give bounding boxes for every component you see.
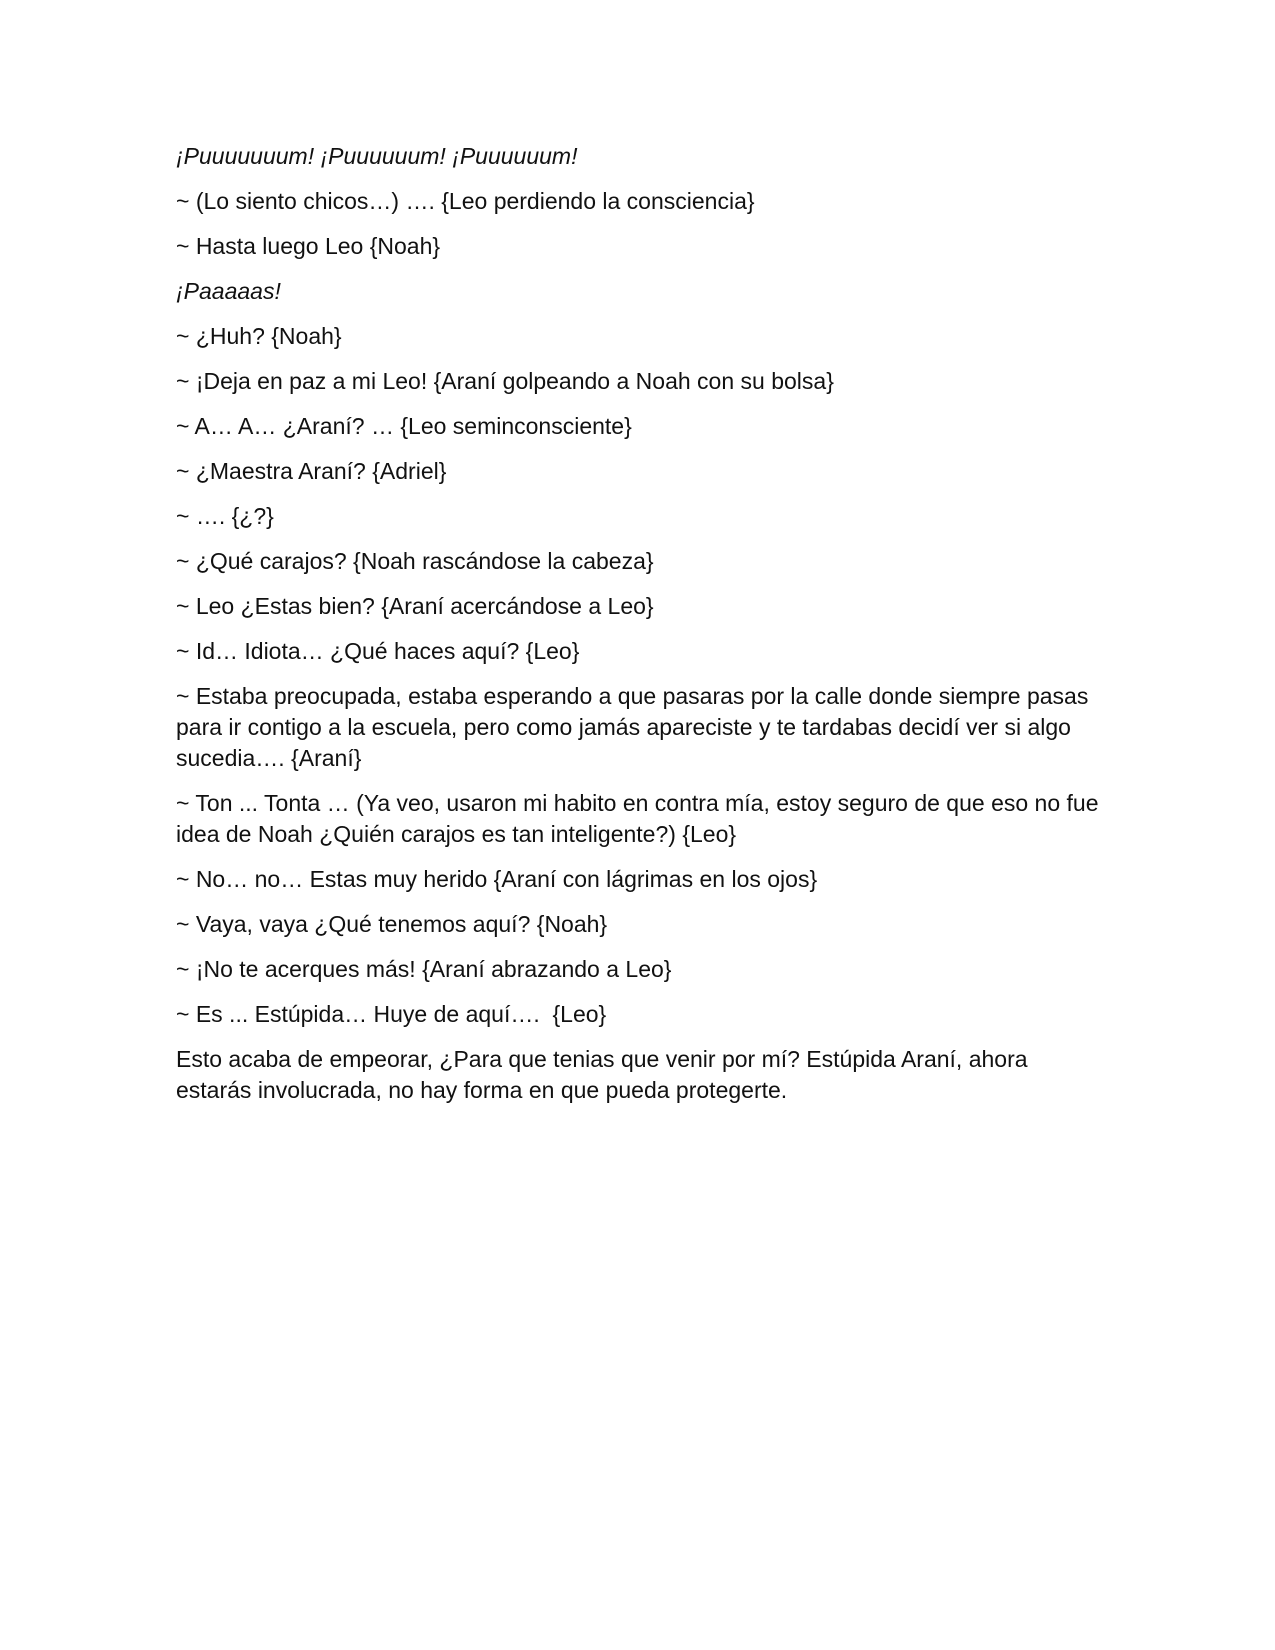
dialogue-line: ~ ¿Qué carajos? {Noah rascándose la cabeza} — [176, 548, 654, 574]
dialogue-line: ~ Estaba preocupada, estaba esperando a que pasaras por la calle donde siempre pasas para ir contigo a la escuela, pero como jamás apareciste y te tardabas decidí ver si algo sucedia…. {Araní} — [176, 683, 1095, 771]
dialogue-line: ~ ¡No te acerques más! {Araní abrazando a Leo} — [176, 956, 672, 982]
dialogue-line: ~ …. {¿?} — [176, 503, 274, 529]
sound-effect-line: ¡Puuuuuuum! ¡Puuuuuum! ¡Puuuuuum! — [176, 143, 578, 169]
narration-paragraph: Esto acaba de empeorar, ¿Para que tenias que venir por mí? Estúpida Araní, ahora estarás involucrada, no hay forma en que pueda protegerte. — [176, 1046, 1034, 1103]
dialogue-line: ~ Id… Idiota… ¿Qué haces aquí? {Leo} — [176, 638, 580, 664]
dialogue-line: ~ ¿Huh? {Noah} — [176, 323, 342, 349]
dialogue-line: ~ ¡Deja en paz a mi Leo! {Araní golpeando a Noah con su bolsa} — [176, 368, 834, 394]
dialogue-line: ~ (Lo siento chicos…) …. {Leo perdiendo la consciencia} — [176, 188, 755, 214]
dialogue-line: ~ Ton ... Tonta … (Ya veo, usaron mi habito en contra mía, estoy seguro de que eso no fue idea de Noah ¿Quién carajos es tan inteligente?) {Leo} — [176, 790, 1105, 847]
dialogue-line: ~ Leo ¿Estas bien? {Araní acercándose a Leo} — [176, 593, 654, 619]
dialogue-line: ~ No… no… Estas muy herido {Araní con lágrimas en los ojos} — [176, 866, 818, 892]
dialogue-line: ~ A… A… ¿Araní? … {Leo seminconsciente} — [176, 413, 632, 439]
dialogue-line: ~ Vaya, vaya ¿Qué tenemos aquí? {Noah} — [176, 911, 608, 937]
dialogue-line: ~ Hasta luego Leo {Noah} — [176, 233, 441, 259]
dialogue-line: ~ ¿Maestra Araní? {Adriel} — [176, 458, 447, 484]
dialogue-line: ~ Es ... Estúpida… Huye de aquí…. {Leo} — [176, 1001, 607, 1027]
sound-effect-line: ¡Paaaaas! — [176, 278, 281, 304]
document-body — [176, 141, 1106, 1120]
